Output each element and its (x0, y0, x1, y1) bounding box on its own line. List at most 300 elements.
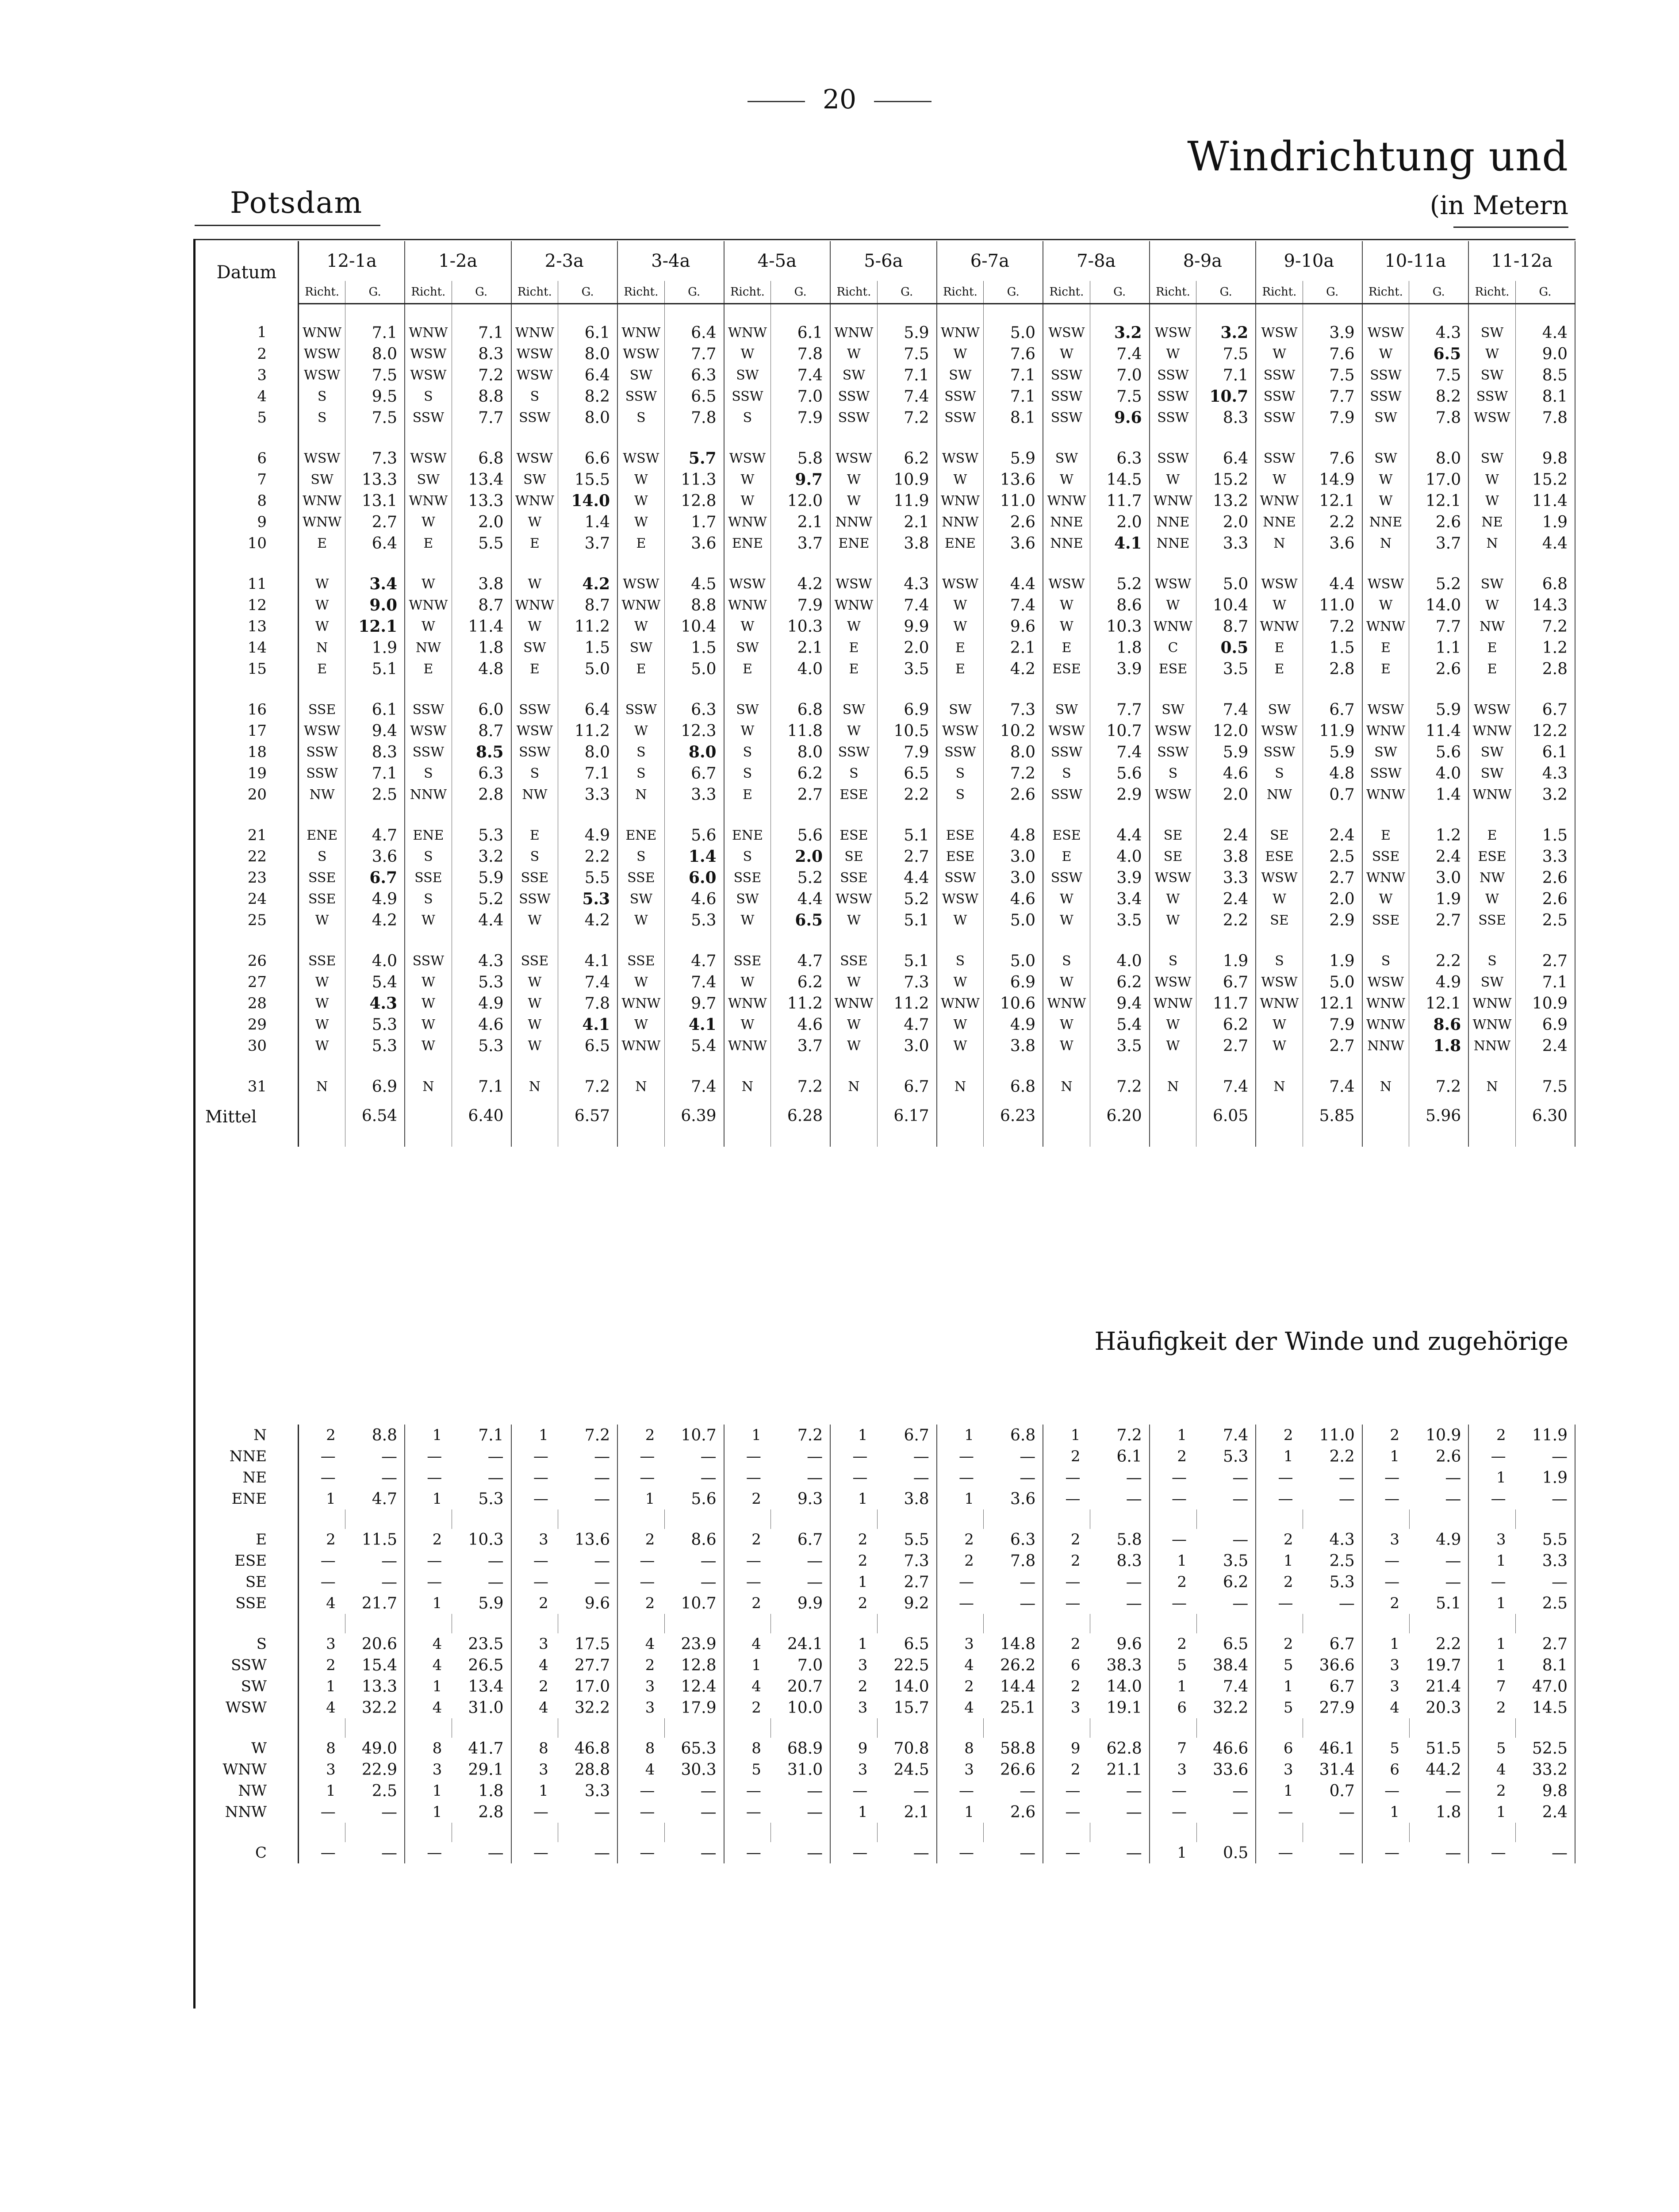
wind-speed: 10.7 (1196, 386, 1256, 407)
frequency-speed-sum: 38.4 (1196, 1655, 1256, 1676)
group-spacer-row (196, 931, 1575, 950)
spacer-cell (345, 680, 405, 699)
frequency-count: 1 (1283, 1552, 1293, 1570)
frequency-count: 2 (326, 1531, 336, 1548)
wind-speed: 7.3 (877, 972, 936, 993)
wind-speed: 7.1 (1515, 972, 1575, 993)
spacer-cell (1516, 1614, 1575, 1633)
day-row (196, 511, 1575, 533)
wind-direction: W (830, 343, 877, 365)
wind-direction: S (1256, 763, 1303, 784)
group-spacer-row (196, 680, 1575, 699)
frequency-count: 5 (1496, 1740, 1506, 1757)
wind-direction: SSW (1362, 763, 1409, 784)
spacer-cell (196, 428, 299, 448)
wind-direction: W (830, 1014, 877, 1035)
wind-direction: WSW (299, 365, 345, 386)
frequency-count: 3 (645, 1699, 655, 1717)
wind-direction: SW (724, 699, 771, 720)
wind-speed: 4.3 (1515, 763, 1575, 784)
wind-direction: S (1256, 950, 1303, 972)
frequency-speed-sum: — (1090, 1467, 1149, 1488)
frequency-direction: NE (196, 1467, 299, 1488)
wind-direction: W (1150, 1035, 1196, 1056)
wind-speed: 5.9 (1196, 741, 1256, 763)
frequency-speed-sum: — (664, 1467, 724, 1488)
frequency-speed-sum: 11.0 (1303, 1425, 1362, 1446)
mittel-spacer (511, 1097, 558, 1147)
wind-direction: W (299, 1014, 345, 1035)
wind-speed: 7.9 (1303, 407, 1362, 428)
frequency-direction: C (196, 1842, 299, 1863)
frequency-speed-sum: 15.7 (877, 1697, 936, 1718)
frequency-speed-sum: 46.6 (1196, 1738, 1256, 1759)
frequency-count: 3 (1390, 1678, 1400, 1695)
spacer-cell (1256, 428, 1303, 448)
spacer-cell (937, 805, 984, 825)
wind-speed: 5.0 (984, 304, 1043, 344)
group-spacer-row (196, 1509, 1575, 1529)
spacer-cell (830, 1718, 877, 1738)
frequency-direction: NNW (196, 1801, 299, 1823)
wind-direction: ENE (724, 533, 771, 554)
day-row (196, 1014, 1575, 1035)
frequency-count: — (1065, 1573, 1081, 1591)
frequency-speed-sum: — (558, 1571, 617, 1593)
wind-speed: 4.3 (452, 950, 511, 972)
frequency-count: — (958, 1594, 974, 1612)
wind-speed: 8.0 (984, 741, 1043, 763)
wind-speed: 7.2 (558, 1076, 617, 1097)
frequency-speed-sum: 6.7 (1303, 1676, 1362, 1697)
frequency-speed-sum: — (984, 1780, 1043, 1801)
wind-speed: 3.7 (1409, 533, 1468, 554)
mittel-value: 5.85 (1303, 1097, 1362, 1147)
spacer-cell (1515, 805, 1575, 825)
spacer-cell (1090, 1056, 1149, 1076)
spacer-cell (830, 1614, 877, 1633)
richt-subheader: Richt. (1150, 281, 1196, 304)
frequency-speed-sum: 6.7 (877, 1425, 936, 1446)
frequency-speed-sum: — (771, 1842, 830, 1863)
spacer-cell (724, 680, 771, 699)
wind-speed: 4.6 (452, 1014, 511, 1035)
frequency-row (196, 1801, 1575, 1823)
spacer-cell (558, 554, 617, 573)
frequency-count: 3 (539, 1761, 548, 1778)
frequency-count: 4 (432, 1699, 442, 1717)
wind-speed: 5.2 (452, 888, 511, 910)
wind-direction: ENE (299, 825, 345, 846)
spacer-cell (1362, 1718, 1409, 1738)
wind-direction: N (299, 1076, 345, 1097)
frequency-count: 4 (326, 1699, 336, 1717)
wind-direction: SW (299, 469, 345, 490)
wind-speed: 4.0 (771, 658, 830, 680)
wind-speed: 4.1 (664, 1014, 724, 1035)
wind-speed: 9.6 (984, 616, 1043, 637)
frequency-count: 1 (432, 1594, 442, 1612)
wind-direction: SW (1043, 699, 1090, 720)
day-row (196, 365, 1575, 386)
spacer-cell (1043, 1614, 1090, 1633)
frequency-count: 1 (432, 1490, 442, 1508)
frequency-count: 1 (1283, 1678, 1293, 1695)
spacer-cell (452, 805, 511, 825)
wind-direction: SSW (830, 741, 877, 763)
spacer-cell (1515, 428, 1575, 448)
wind-direction: W (1150, 1014, 1196, 1035)
frequency-count: 3 (858, 1656, 868, 1674)
day-row (196, 867, 1575, 888)
wind-speed: 6.9 (1515, 1014, 1575, 1035)
wind-direction: NW (405, 637, 452, 658)
spacer-cell (196, 1614, 299, 1633)
hour-header: 2-3a (511, 241, 618, 281)
spacer-cell (1043, 931, 1090, 950)
mittel-spacer (937, 1097, 984, 1147)
frequency-speed-sum: 2.7 (877, 1571, 936, 1593)
wind-direction: S (299, 407, 345, 428)
wind-direction: ENE (617, 825, 664, 846)
frequency-speed-sum: — (1303, 1488, 1362, 1509)
frequency-speed-sum: — (771, 1550, 830, 1571)
day-number: 15 (196, 658, 299, 680)
g-subheader: G. (664, 281, 724, 304)
wind-speed: 5.5 (452, 533, 511, 554)
wind-speed: 2.0 (771, 846, 830, 867)
frequency-speed-sum: — (558, 1488, 617, 1509)
wind-direction: NE (1468, 511, 1515, 533)
wind-direction: N (1256, 1076, 1303, 1097)
frequency-speed-sum: 1.9 (1516, 1467, 1575, 1488)
frequency-count: — (1384, 1552, 1400, 1570)
hour-header: 9-10a (1256, 241, 1362, 281)
wind-speed: 4.4 (1515, 304, 1575, 344)
frequency-count: 3 (858, 1761, 868, 1778)
column-subheader-row (196, 281, 1575, 304)
frequency-direction: SW (196, 1676, 299, 1697)
frequency-speed-sum: 47.0 (1516, 1676, 1575, 1697)
hour-header: 1-2a (405, 241, 511, 281)
wind-direction: WSW (937, 573, 984, 595)
wind-direction: WSW (299, 343, 345, 365)
spacer-cell (405, 1614, 452, 1633)
wind-speed: 7.8 (1515, 407, 1575, 428)
wind-speed: 11.9 (877, 490, 936, 511)
wind-direction: WNW (1256, 993, 1303, 1014)
wind-direction: W (937, 1035, 984, 1056)
frequency-count: 2 (1070, 1531, 1081, 1548)
spacer-cell (1090, 1718, 1149, 1738)
wind-direction: WSW (830, 448, 877, 469)
wind-direction: SSW (1150, 741, 1196, 763)
spacer-cell (1303, 554, 1362, 573)
wind-speed: 13.3 (345, 469, 405, 490)
wind-direction: SSW (830, 407, 877, 428)
wind-direction: W (511, 1014, 558, 1035)
hour-header: 4-5a (724, 241, 831, 281)
frequency-speed-sum: — (1303, 1801, 1362, 1823)
spacer-cell (1515, 680, 1575, 699)
frequency-count: — (958, 1782, 974, 1800)
wind-direction: SSW (511, 741, 558, 763)
frequency-count: 1 (858, 1803, 868, 1821)
hourly-wind-table (196, 241, 1576, 1147)
frequency-count: 2 (964, 1552, 974, 1570)
wind-direction: N (617, 784, 664, 805)
spacer-cell (345, 1614, 405, 1633)
wind-speed: 4.8 (452, 658, 511, 680)
wind-speed: 5.7 (664, 448, 724, 469)
wind-speed: 7.7 (664, 343, 724, 365)
wind-speed: 2.6 (984, 784, 1043, 805)
wind-direction: E (724, 658, 771, 680)
spacer-cell (1196, 428, 1256, 448)
wind-speed: 7.0 (771, 386, 830, 407)
spacer-cell (452, 1718, 511, 1738)
wind-speed: 2.5 (1515, 910, 1575, 931)
spacer-cell (724, 428, 771, 448)
frequency-speed-sum: 7.2 (558, 1425, 617, 1446)
wind-direction: NNE (1362, 511, 1409, 533)
richt-subheader: Richt. (405, 281, 452, 304)
hour-header: 10-11a (1362, 241, 1469, 281)
spacer-cell (1468, 931, 1515, 950)
frequency-count: — (746, 1782, 761, 1800)
frequency-count: 1 (432, 1782, 442, 1800)
frequency-count: 2 (1070, 1761, 1081, 1778)
wind-direction: WSW (405, 365, 452, 386)
wind-speed: 7.9 (771, 407, 830, 428)
wind-direction: S (1043, 950, 1090, 972)
wind-direction: SSW (937, 407, 984, 428)
spacer-cell (196, 805, 299, 825)
group-spacer-row (196, 1823, 1575, 1842)
wind-speed: 3.9 (1090, 867, 1149, 888)
wind-speed: 1.8 (452, 637, 511, 658)
spacer-cell (937, 554, 984, 573)
frequency-count: — (640, 1552, 655, 1570)
frequency-speed-sum: — (1090, 1780, 1149, 1801)
frequency-speed-sum: 26.6 (984, 1759, 1043, 1780)
frequency-count: 2 (539, 1594, 548, 1612)
richt-subheader: Richt. (1256, 281, 1303, 304)
spacer-cell (1409, 931, 1468, 950)
day-number: 31 (196, 1076, 299, 1097)
day-number: 8 (196, 490, 299, 511)
wind-speed: 2.0 (1196, 511, 1256, 533)
frequency-count: 6 (1177, 1699, 1187, 1717)
wind-speed: 2.9 (1303, 910, 1362, 931)
wind-speed: 3.5 (877, 658, 936, 680)
frequency-speed-sum: 33.6 (1196, 1759, 1256, 1780)
wind-direction: W (617, 511, 664, 533)
wind-direction: WNW (299, 511, 345, 533)
datum-header: Datum (196, 241, 299, 304)
page-number-rule-left (748, 101, 805, 102)
wind-speed: 7.2 (1515, 616, 1575, 637)
day-number: 26 (196, 950, 299, 972)
spacer-cell (617, 554, 664, 573)
frequency-count: — (533, 1552, 548, 1570)
wind-direction: SW (830, 365, 877, 386)
frequency-speed-sum: 2.6 (1409, 1446, 1468, 1467)
frequency-speed-sum: 9.6 (1090, 1633, 1149, 1655)
day-number: 16 (196, 699, 299, 720)
wind-speed: 4.3 (877, 573, 936, 595)
wind-speed: 5.6 (1090, 763, 1149, 784)
frequency-speed-sum: 30.3 (664, 1759, 724, 1780)
day-number: 4 (196, 386, 299, 407)
wind-direction: S (724, 741, 771, 763)
frequency-count: — (640, 1782, 655, 1800)
wind-speed: 10.7 (1090, 720, 1149, 741)
frequency-count: 2 (751, 1594, 761, 1612)
frequency-count: 1 (539, 1782, 548, 1800)
wind-speed: 7.2 (877, 407, 936, 428)
wind-direction: SSW (1256, 741, 1303, 763)
wind-speed: 4.2 (345, 910, 405, 931)
frequency-count: 4 (964, 1699, 974, 1717)
spacer-cell (1516, 1823, 1575, 1842)
wind-direction: W (617, 910, 664, 931)
spacer-cell (1043, 554, 1090, 573)
wind-direction: WNW (1468, 993, 1515, 1014)
spacer-cell (877, 1509, 936, 1529)
wind-direction: W (1468, 888, 1515, 910)
frequency-direction: WNW (196, 1759, 299, 1780)
wind-direction: SE (1150, 825, 1196, 846)
spacer-cell (1256, 1509, 1303, 1529)
frequency-count: — (1065, 1490, 1081, 1508)
wind-speed: 6.1 (345, 699, 405, 720)
wind-speed: 7.1 (452, 1076, 511, 1097)
wind-direction: SW (724, 637, 771, 658)
frequency-speed-sum: 9.9 (771, 1593, 830, 1614)
wind-speed: 2.0 (877, 637, 936, 658)
frequency-count: — (427, 1552, 442, 1570)
frequency-speed-sum: 0.5 (1196, 1842, 1256, 1863)
spacer-cell (1150, 680, 1196, 699)
group-spacer-row (196, 805, 1575, 825)
frequency-count: — (533, 1469, 548, 1486)
wind-direction: ESE (937, 846, 984, 867)
wind-speed: 6.7 (1196, 972, 1256, 993)
wind-direction: W (1468, 343, 1515, 365)
wind-speed: 5.9 (1409, 699, 1468, 720)
spacer-cell (937, 931, 984, 950)
wind-speed: 5.4 (664, 1035, 724, 1056)
frequency-speed-sum: — (1409, 1780, 1468, 1801)
spacer-cell (984, 1718, 1043, 1738)
spacer-cell (877, 554, 936, 573)
frequency-speed-sum: 28.8 (558, 1759, 617, 1780)
hour-header: 7-8a (1043, 241, 1150, 281)
wind-speed: 4.6 (984, 888, 1043, 910)
wind-speed: 7.2 (1090, 1076, 1149, 1097)
wind-speed: 2.4 (1515, 1035, 1575, 1056)
wind-speed: 12.8 (664, 490, 724, 511)
day-number: 13 (196, 616, 299, 637)
frequency-count: — (852, 1469, 868, 1486)
frequency-direction: SE (196, 1571, 299, 1593)
wind-direction: SW (1362, 448, 1409, 469)
frequency-speed-sum: — (1409, 1842, 1468, 1863)
frequency-count: 1 (1390, 1448, 1400, 1465)
wind-speed: 5.9 (1303, 741, 1362, 763)
wind-speed: 7.5 (1196, 343, 1256, 365)
wind-direction: N (1256, 533, 1303, 554)
hour-header: 12-1a (299, 241, 405, 281)
g-subheader: G. (1409, 281, 1468, 304)
frequency-count: — (1278, 1490, 1293, 1508)
spacer-cell (511, 1509, 558, 1529)
frequency-speed-sum: — (1090, 1488, 1149, 1509)
frequency-count: 5 (751, 1761, 761, 1778)
spacer-cell (1468, 428, 1515, 448)
day-number: 6 (196, 448, 299, 469)
day-number: 18 (196, 741, 299, 763)
richt-subheader: Richt. (1362, 281, 1409, 304)
wind-direction: SW (1468, 573, 1515, 595)
wind-direction: ENE (724, 825, 771, 846)
wind-direction: W (830, 616, 877, 637)
spacer-cell (1196, 805, 1256, 825)
frequency-speed-sum: 5.1 (1409, 1593, 1468, 1614)
wind-direction: ESE (1043, 658, 1090, 680)
spacer-cell (558, 1614, 617, 1633)
frequency-count: 1 (1283, 1448, 1293, 1465)
wind-direction: SSE (511, 950, 558, 972)
station-rule (195, 225, 380, 226)
wind-direction: SSE (724, 867, 771, 888)
wind-direction: SSW (1150, 365, 1196, 386)
day-number: 30 (196, 1035, 299, 1056)
wind-speed: 2.1 (877, 511, 936, 533)
day-number: 9 (196, 511, 299, 533)
wind-direction: WNW (511, 595, 558, 616)
frequency-speed-sum: 5.3 (452, 1488, 511, 1509)
wind-direction: W (617, 972, 664, 993)
frequency-speed-sum: 14.5 (1516, 1697, 1575, 1718)
wind-direction: SW (1468, 365, 1515, 386)
wind-speed: 3.0 (984, 867, 1043, 888)
wind-speed: 6.3 (664, 699, 724, 720)
richt-subheader: Richt. (617, 281, 664, 304)
frequency-speed-sum: 19.1 (1090, 1697, 1149, 1718)
frequency-count: 6 (1070, 1656, 1081, 1674)
frequency-count: 1 (751, 1426, 761, 1444)
wind-speed: 2.6 (1409, 658, 1468, 680)
wind-direction: SSE (617, 867, 664, 888)
frequency-speed-sum: — (771, 1446, 830, 1467)
wind-direction: SSW (511, 888, 558, 910)
wind-speed: 4.9 (558, 825, 617, 846)
wind-direction: SSW (724, 386, 771, 407)
spacer-cell (405, 1056, 452, 1076)
wind-speed: 11.4 (452, 616, 511, 637)
spacer-cell (984, 428, 1043, 448)
frequency-count: — (1491, 1573, 1506, 1591)
wind-direction: WNW (1362, 616, 1409, 637)
wind-direction: W (405, 910, 452, 931)
spacer-cell (1196, 680, 1256, 699)
frequency-count: 2 (1070, 1678, 1081, 1695)
wind-speed: 11.4 (1515, 490, 1575, 511)
wind-speed: 6.1 (558, 304, 617, 344)
wind-direction: W (1362, 343, 1409, 365)
